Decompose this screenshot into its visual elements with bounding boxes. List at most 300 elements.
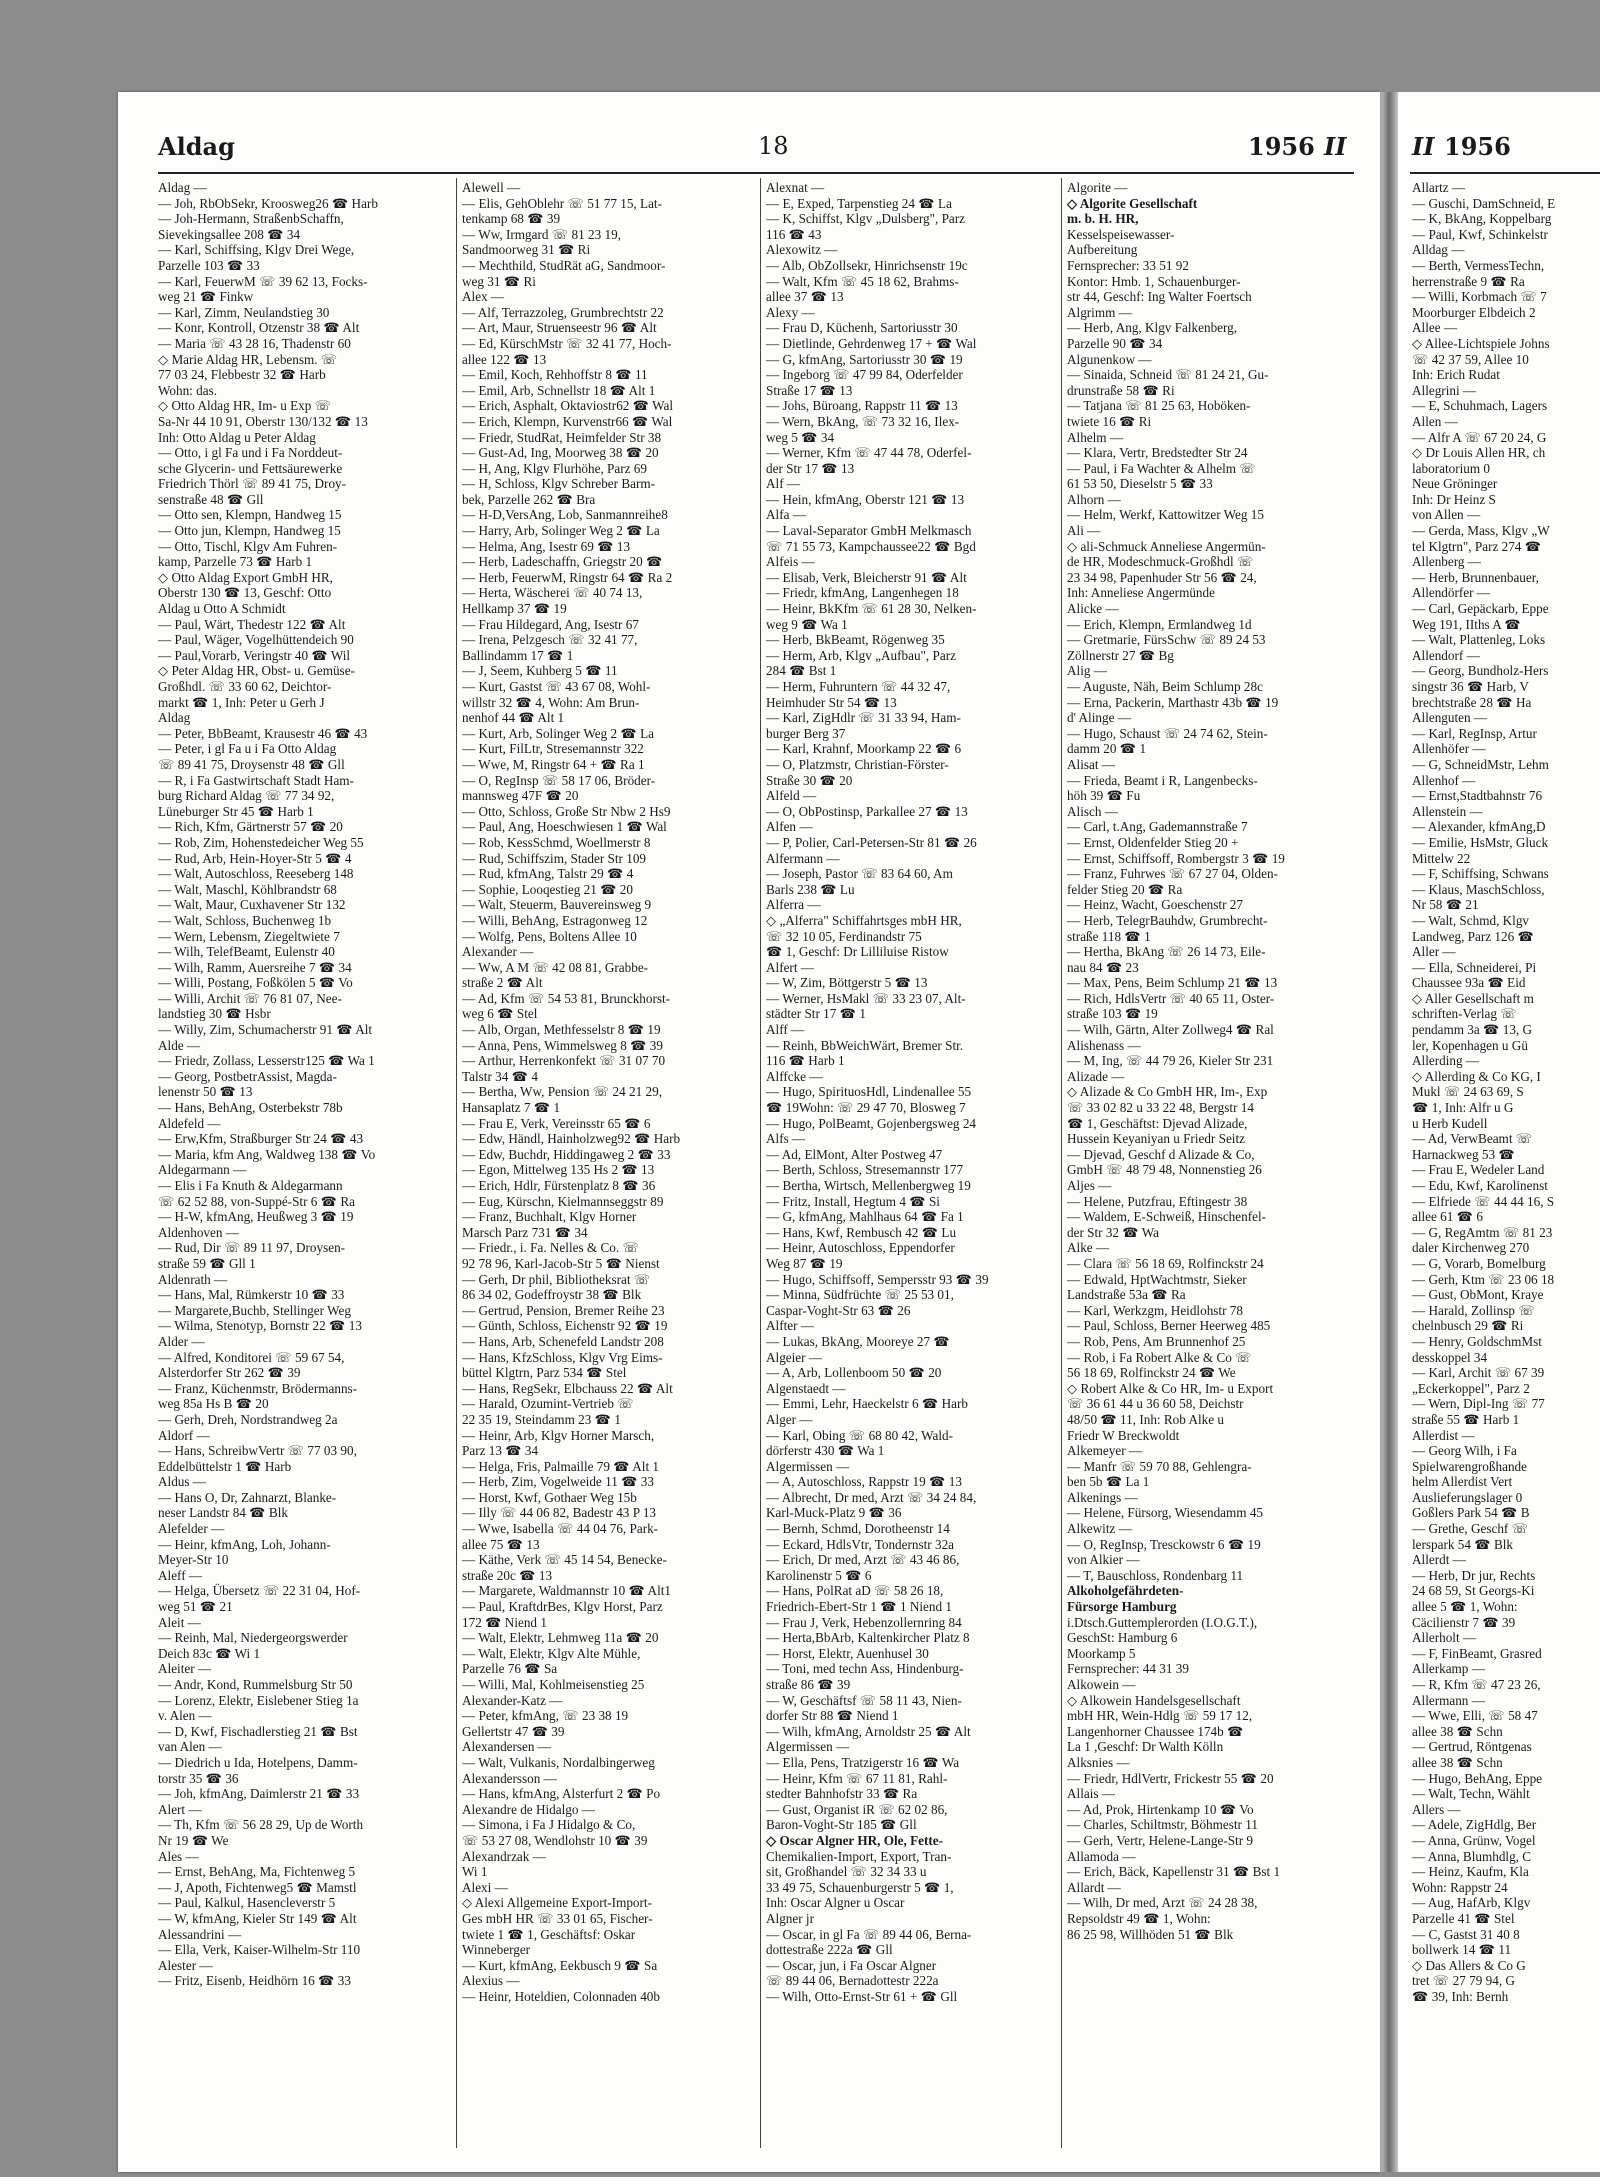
directory-entry-line: — Heinr, kfmAng, Loh, Johann- <box>158 1536 331 1552</box>
directory-entry-line: Allerdist — <box>1412 1427 1475 1443</box>
directory-entry-line: Allerdt — <box>1412 1552 1466 1568</box>
directory-column-4 <box>1067 180 1357 1942</box>
directory-entry-line: — Friedr, Zollass, Lesserstr125 ☎ Wa 1 <box>158 1053 375 1069</box>
directory-entry-line: — Emil, Koch, Rehhoffstr 8 ☎ 11 <box>462 367 648 383</box>
directory-entry-line: Fernsprecher: 44 31 39 <box>1067 1661 1189 1677</box>
directory-entry-line: Alfeis — <box>766 554 815 570</box>
directory-entry-line: Alldag — <box>1412 242 1465 258</box>
directory-entry-line: — Elis, GehOblehr ☏ 51 77 15, Lat- <box>462 195 662 211</box>
directory-entry-line: Aldus — <box>158 1474 206 1490</box>
directory-entry-line: lerspark 54 ☎ Blk <box>1412 1536 1514 1552</box>
directory-entry-line: Algenstaedt — <box>766 1380 846 1396</box>
directory-entry-line: — H, Ang, Klgv Flurhöhe, Parz 69 <box>462 460 647 476</box>
directory-entry-line: — H-D,VersAng, Lob, Sanmannreihe8 <box>462 507 668 523</box>
directory-entry-line: — Oscar, in gl Fa ☏ 89 44 06, Berna- <box>766 1926 972 1942</box>
directory-entry-line: — Herb, FeuerwM, Ringstr 64 ☎ Ra 2 <box>462 569 673 585</box>
directory-entry-line: Wohn: das. <box>158 382 218 398</box>
directory-entry-line: — Toni, med techn Ass, Hindenburg- <box>766 1661 964 1677</box>
directory-entry-line: Repsoldstr 49 ☎ 1, Wohn: <box>1067 1910 1211 1926</box>
directory-entry-line: Heimhuder Str 54 ☎ 13 <box>766 694 897 710</box>
directory-entry-line: Nr 58 ☎ 21 <box>1412 897 1479 913</box>
directory-entry-line: Parzelle 41 ☎ Stel <box>1412 1910 1515 1926</box>
directory-entry-line: — Ella, Verk, Kaiser-Wilhelm-Str 110 <box>158 1942 361 1958</box>
directory-entry-line: — Herb, Dr jur, Rechts <box>1412 1567 1536 1583</box>
directory-entry-line: Friedr W Breckwoldt <box>1067 1427 1180 1443</box>
directory-entry-line: — G, kfmAng, Mahlhaus 64 ☎ Fa 1 <box>766 1209 964 1225</box>
directory-entry-line: — Paul, Ang, Hoeschwiesen 1 ☎ Wal <box>462 819 667 835</box>
directory-entry-line: — G, RegAmtm ☏ 81 23 <box>1412 1224 1553 1240</box>
directory-entry-line: Ali — <box>1067 523 1101 539</box>
directory-entry-line: pendamm 3a ☎ 13, G <box>1412 1022 1533 1038</box>
directory-entry-line: — Frieda, Beamt i R, Langenbecks- <box>1067 772 1258 788</box>
directory-entry-line: Lüneburger Str 45 ☎ Harb 1 <box>158 803 314 819</box>
directory-entry-line: str 44, Geschf: Ing Walter Foertsch <box>1067 289 1252 305</box>
directory-entry-line: — Werner, Kfm ☏ 47 44 78, Oderfel- <box>766 445 972 461</box>
directory-entry-line: damm 20 ☎ 1 <box>1067 741 1147 757</box>
directory-entry-line: La 1 ,Geschf: Dr Walth Kölln <box>1067 1739 1224 1755</box>
directory-entry-line: Barls 238 ☎ Lu <box>766 881 855 897</box>
directory-entry-line: ☏ 89 44 06, Bernadottestr 222a <box>766 1973 939 1989</box>
directory-entry-line: — Th, Kfm ☏ 56 28 29, Up de Worth <box>158 1817 364 1833</box>
directory-entry-line: — Bertha, Ww, Pension ☏ 24 21 29, <box>462 1084 663 1100</box>
directory-entry-line: — Gust, ObMont, Kraye <box>1412 1287 1544 1303</box>
directory-entry-line: — D, Kwf, Fischadlerstieg 21 ☎ Bst <box>158 1723 358 1739</box>
directory-entry-line: bollwerk 14 ☎ 11 <box>1412 1942 1512 1958</box>
directory-entry-line: — Otto, Tischl, Klgv Am Fuhren- <box>158 538 338 554</box>
directory-entry-line: 23 34 98, Papenhuder Str 56 ☎ 24, <box>1067 569 1257 585</box>
directory-entry-line: Moorburger Elbdeich 2 <box>1412 304 1536 320</box>
directory-entry-line: — H, Schloss, Klgv Schreber Barm- <box>462 476 656 492</box>
directory-entry-line: 86 34 02, Godeffroystr 38 ☎ Blk <box>462 1287 642 1303</box>
directory-column-2 <box>462 180 755 2004</box>
directory-entry-line: Alke — <box>1067 1240 1110 1256</box>
directory-entry-line: Aleit — <box>158 1614 201 1630</box>
directory-entry-line: — Walt, Techn, Wählt <box>1412 1786 1530 1802</box>
directory-entry-line: — A, Arb, Lollenboom 50 ☎ 20 <box>766 1365 942 1381</box>
directory-entry-line: Allerholt — <box>1412 1630 1477 1646</box>
directory-entry-line: büttel Klgtrn, Parz 534 ☎ Stel <box>462 1365 627 1381</box>
directory-entry-line: Aldag — <box>158 180 207 195</box>
directory-entry-line: 116 ☎ Harb 1 <box>766 1053 845 1069</box>
directory-entry-line: singstr 36 ☎ Harb, V <box>1412 679 1529 694</box>
directory-entry-line: Aldorf — <box>158 1427 210 1443</box>
directory-entry-line: — M, Ing, ☏ 44 79 26, Kieler Str 231 <box>1067 1053 1274 1069</box>
directory-entry-line: — Walt, Schmd, Klgv <box>1412 912 1530 928</box>
directory-entry-line: Inh: Dr Heinz S <box>1412 491 1496 507</box>
directory-entry-line: — Friedr, StudRat, Heimfelder Str 38 <box>462 429 662 445</box>
directory-entry-line: — Frau E, Verk, Vereinsstr 65 ☎ 6 <box>462 1115 651 1131</box>
directory-entry-line: — Lorenz, Elektr, Eislebener Stieg 1a <box>158 1692 359 1708</box>
directory-entry-line: — J, Seem, Kuhberg 5 ☎ 11 <box>462 663 618 679</box>
directory-entry-line: — O, RegInsp, Tresckowstr 6 ☎ 19 <box>1067 1536 1261 1552</box>
directory-entry-line: — Herb, BkBeamt, Rögenweg 35 <box>766 632 945 648</box>
directory-entry-line: ☎ 1, Geschäftst: Djevad Alizade, <box>1067 1115 1248 1131</box>
directory-entry-line: Nr 19 ☎ We <box>158 1832 229 1848</box>
directory-entry-line: — Wilma, Stenotyp, Bornstr 22 ☎ 13 <box>158 1318 362 1334</box>
directory-entry-line: — Irena, Pelzgesch ☏ 32 41 77, <box>462 632 638 648</box>
directory-entry-line: ☏ 89 41 75, Droysenstr 48 ☎ Gll <box>158 756 345 772</box>
directory-entry-line: — Paul, Wäger, Vogelhüttendeich 90 <box>158 632 354 648</box>
directory-entry-line: ☏ 53 27 08, Wendlohstr 10 ☎ 39 <box>462 1832 648 1848</box>
directory-entry-line: — Ww, Irmgard ☏ 81 23 19, <box>462 226 621 242</box>
directory-entry-line: weg 51 ☎ 21 <box>158 1599 233 1615</box>
directory-page <box>118 92 1380 2172</box>
directory-entry-line: — Emilie, HsMstr, Gluck <box>1412 834 1549 850</box>
directory-entry-line: — Alfr A ☏ 67 20 24, G <box>1412 429 1547 445</box>
directory-entry-line: — Manfr ☏ 59 70 88, Gehlengra- <box>1067 1458 1252 1474</box>
directory-entry-line: — Edw, Buchdr, Hiddingaweg 2 ☎ 33 <box>462 1146 671 1162</box>
directory-entry-line: neser Landstr 84 ☎ Blk <box>158 1505 288 1521</box>
directory-entry-line: — Heinr, Hoteldien, Colonnaden 40b <box>462 1988 660 2004</box>
directory-entry-line: GmbH ☏ 48 79 48, Nonnenstieg 26 <box>1067 1162 1262 1178</box>
directory-entry-line: — Günth, Schloss, Eichenstr 92 ☎ 19 <box>462 1318 668 1334</box>
directory-entry-line: straße 103 ☎ 19 <box>1067 1006 1158 1022</box>
directory-entry-line: Aldefeld — <box>158 1115 221 1131</box>
directory-entry-line: Eddelbüttelstr 1 ☎ Harb <box>158 1458 292 1474</box>
directory-entry-line: Hansaplatz 7 ☎ 1 <box>462 1100 561 1116</box>
directory-entry-line: ☏ 42 37 59, Allee 10 <box>1412 351 1529 367</box>
directory-entry-line: Algunenkow — <box>1067 351 1152 367</box>
directory-entry-line: — Paul,Vorarb, Veringstr 40 ☎ Wil <box>158 647 351 663</box>
directory-entry-line: Alfen — <box>766 819 813 835</box>
directory-entry-line: — F, FinBeamt, Grasred <box>1412 1645 1542 1661</box>
directory-entry-line: — Rob, i Fa Robert Alke & Co ☏ <box>1067 1349 1252 1365</box>
directory-entry-line: willstr 32 ☎ 4, Wohn: Am Brun- <box>462 694 640 710</box>
directory-entry-line: — A, Autoschloss, Rappstr 19 ☎ 13 <box>766 1474 962 1490</box>
directory-entry-line: Hussein Keyaniyan u Friedr Seitz <box>1067 1131 1245 1147</box>
directory-entry-line: — Erich, Klempn, Kurvenstr66 ☎ Wal <box>462 413 673 429</box>
directory-entry-line: — Gerh, Ktm ☏ 23 06 18 <box>1412 1271 1555 1287</box>
directory-entry-line: — Karl, Archit ☏ 67 39 <box>1412 1365 1545 1381</box>
directory-entry-line: 77 03 24, Flebbestr 32 ☎ Harb <box>158 367 326 383</box>
directory-entry-line: — Walt, Kfm ☏ 45 18 62, Brahms- <box>766 273 959 289</box>
directory-entry-line: Großhdl. ☏ 33 60 62, Deichtor- <box>158 679 332 694</box>
directory-entry-line: — Wolfg, Pens, Boltens Allee 10 <box>462 928 637 944</box>
directory-entry-line: GeschSt: Hamburg 6 <box>1067 1630 1178 1646</box>
directory-entry-line: Aldegarmann — <box>158 1162 247 1178</box>
directory-entry-line: Aljes — <box>1067 1178 1112 1193</box>
directory-entry-line: — Wilh, TelefBeamt, Eulenstr 40 <box>158 944 335 960</box>
directory-entry-line: — Wilh, Ramm, Auersreihe 7 ☎ 34 <box>158 959 352 975</box>
directory-entry-line: Neue Gröninger <box>1412 476 1498 492</box>
directory-entry-line: — G, kfmAng, Sartoriusstr 30 ☎ 19 <box>766 351 963 367</box>
directory-entry-line: — Karl, Krahnf, Moorkamp 22 ☎ 6 <box>766 741 962 757</box>
directory-entry-line: Landstraße 53a ☎ Ra <box>1067 1287 1186 1303</box>
directory-entry-line: — Hans, KfzSchloss, Klgv Vrg Eims- <box>462 1349 663 1365</box>
directory-entry-line: — Paul, Schloss, Berner Heerweg 485 <box>1067 1318 1271 1334</box>
directory-entry-line: — Herb, Ang, Klgv Falkenberg, <box>1067 320 1238 336</box>
directory-entry-line: — Hans, Arb, Schenefeld Landstr 208 <box>462 1333 664 1349</box>
directory-entry-line: senstraße 48 ☎ Gll <box>158 491 264 507</box>
directory-entry-line: — Alf, Terrazzoleg, Grumbrechtstr 22 <box>462 304 664 320</box>
directory-entry-line: Harnackweg 53 ☎ <box>1412 1146 1515 1162</box>
directory-entry-line: Winneberger <box>462 1942 531 1958</box>
directory-entry-line: Alf — <box>766 476 801 492</box>
directory-entry-line: — Hans, kfmAng, Alsterfurt 2 ☎ Po <box>462 1786 661 1802</box>
directory-entry-line: Alexandrzak — <box>462 1848 546 1864</box>
directory-entry-line: allee 38 ☎ Schn <box>1412 1754 1503 1770</box>
directory-entry-line: — Helene, Fürsorg, Wiesendamm 45 <box>1067 1505 1264 1521</box>
directory-entry-line: — Erich, Klempn, Ermlandweg 1d <box>1067 616 1252 632</box>
directory-entry-line: Alewell — <box>462 180 521 195</box>
directory-entry-line: weg 85a Hs B ☎ 20 <box>158 1396 269 1412</box>
directory-entry-line: — Paul, i Fa Wachter & Alhelm ☏ <box>1067 460 1256 476</box>
directory-entry-line: — Walt, Elektr, Klgv Alte Mühle, <box>462 1645 641 1661</box>
directory-entry-line: weg 5 ☎ 34 <box>766 429 835 445</box>
directory-entry-line: 116 ☎ 43 <box>766 226 822 242</box>
directory-column-3 <box>766 180 1056 2004</box>
directory-entry-line: — Johs, Büroang, Rappstr 11 ☎ 13 <box>766 398 958 414</box>
directory-entry-line: — Margarete, Waldmannstr 10 ☎ Alt1 <box>462 1583 671 1599</box>
directory-entry-line: — Ad, ElMont, Alter Postweg 47 <box>766 1146 943 1162</box>
directory-entry-line: — Clara ☏ 56 18 69, Rolfinckstr 24 <box>1067 1255 1264 1271</box>
directory-entry-line: ◇ Allee-Lichtspiele Johns <box>1412 335 1550 351</box>
directory-entry-line: 56 18 69, Rolfinckstr 24 ☎ We <box>1067 1365 1236 1381</box>
directory-entry-line: Allamoda — <box>1067 1848 1136 1864</box>
directory-entry-line: Aldag u Otto A Schmidt <box>158 601 286 617</box>
directory-entry-line: — Sinaida, Schneid ☏ 81 24 21, Gu- <box>1067 367 1269 383</box>
directory-entry-line: — Willy, Zim, Schumacherstr 91 ☎ Alt <box>158 1022 373 1038</box>
directory-entry-line: — E, Schuhmach, Lagers <box>1412 398 1548 414</box>
directory-entry-line: Allerkamp — <box>1412 1661 1485 1677</box>
directory-entry-line: ◇ Das Allers & Co G <box>1412 1957 1526 1973</box>
directory-entry-line: — Kurt, Gastst ☏ 43 67 08, Wohl- <box>462 679 651 694</box>
directory-entry-line: Alffcke — <box>766 1068 823 1084</box>
directory-entry-line: Alexander — <box>462 944 534 960</box>
directory-entry-line: Alhorn — <box>1067 491 1121 507</box>
directory-entry-line: m. b. H. HR, <box>1067 211 1139 227</box>
directory-entry-line: — Heinz, Wacht, Goeschenstr 27 <box>1067 897 1243 913</box>
directory-entry-line: Alfter — <box>766 1318 814 1334</box>
directory-entry-line: Straße 30 ☎ 20 <box>766 772 853 788</box>
directory-entry-line: Parzelle 103 ☎ 33 <box>158 257 260 273</box>
directory-entry-line: Allermann — <box>1412 1692 1485 1708</box>
directory-entry-line: — Peter, kfmAng, ☏ 23 38 19 <box>462 1708 629 1724</box>
directory-entry-line: — Sophie, Looqestieg 21 ☎ 20 <box>462 881 633 897</box>
directory-entry-line: — Eug, Kürschn, Kielmannseggstr 89 <box>462 1193 664 1209</box>
directory-entry-line: Algeier — <box>766 1349 823 1365</box>
column-divider <box>1061 178 1062 2148</box>
directory-entry-line: Allenberg — <box>1412 554 1481 570</box>
directory-entry-line: Sandmoorweg 31 ☎ Ri <box>462 242 591 258</box>
directory-entry-line: — Edwald, HptWachtmstr, Sieker <box>1067 1271 1247 1287</box>
directory-entry-line: twiete 1 ☎ 1, Geschäftsf: Oskar <box>462 1926 636 1942</box>
directory-entry-line: felder Stieg 20 ☎ Ra <box>1067 881 1183 897</box>
directory-entry-line: — Horst, Elektr, Auenhusel 30 <box>766 1645 929 1661</box>
directory-entry-line: — Ad, Kfm ☏ 54 53 81, Brunckhorst- <box>462 990 671 1006</box>
directory-entry-line: — Elfriede ☏ 44 44 16, S <box>1412 1193 1555 1209</box>
directory-entry-line: — Heinz, Kaufm, Kla <box>1412 1864 1529 1880</box>
directory-entry-line: — Käthe, Verk ☏ 45 14 54, Benecke- <box>462 1552 667 1568</box>
directory-entry-line: Alex — <box>462 289 505 305</box>
directory-entry-line: — Hugo, SpirituosHdl, Lindenallee 55 <box>766 1084 972 1100</box>
directory-entry-line: stedter Bahnhofstr 33 ☎ Ra <box>766 1786 918 1802</box>
directory-entry-line: — Joseph, Pastor ☏ 83 64 60, Am <box>766 866 953 882</box>
directory-entry-line: — Henry, GoldschmMst <box>1412 1333 1542 1349</box>
directory-entry-line: ◇ Marie Aldag HR, Lebensm. ☏ <box>158 351 338 367</box>
directory-entry-line: weg 6 ☎ Stel <box>462 1006 538 1022</box>
directory-entry-line: 22 35 19, Steindamm 23 ☎ 1 <box>462 1411 621 1427</box>
directory-entry-line: — Paul, Kwf, Schinkelstr <box>1412 226 1548 242</box>
directory-entry-line: 61 53 50, Dieselstr 5 ☎ 33 <box>1067 476 1213 492</box>
directory-entry-line: — Ella, Schneiderei, Pi <box>1412 959 1537 975</box>
directory-entry-line: drunstraße 58 ☎ Ri <box>1067 382 1175 398</box>
directory-entry-line: — Wilh, Dr med, Arzt ☏ 24 28 38, <box>1067 1895 1258 1911</box>
directory-entry-line: — Paul, Wärt, Thedestr 122 ☎ Alt <box>158 616 346 632</box>
directory-entry-line: — Hugo, PolBeamt, Gojenbergsweg 24 <box>766 1115 977 1131</box>
directory-entry-line: Alexi — <box>462 1879 508 1895</box>
directory-entry-line: — Werner, HsMakl ☏ 33 23 07, Alt- <box>766 990 966 1006</box>
directory-entry-line: tel Klgtrn", Parz 274 ☎ <box>1412 538 1542 554</box>
directory-entry-line: — Gust, Organist iR ☏ 62 02 86, <box>766 1801 948 1817</box>
directory-entry-line: — Willi, BehAng, Estragonweg 12 <box>462 912 648 928</box>
directory-entry-line: — Herb, Brunnenbauer, <box>1412 569 1539 585</box>
directory-entry-line: Parz 13 ☎ 34 <box>462 1443 539 1459</box>
directory-entry-line: Alefelder — <box>158 1521 225 1537</box>
directory-entry-line: städter Str 17 ☎ 1 <box>766 1006 866 1022</box>
directory-entry-line: — Frau J, Verk, Hebenzollernring 84 <box>766 1614 962 1630</box>
directory-entry-line: Algrimm — <box>1067 304 1132 320</box>
directory-entry-line: — P, Polier, Carl-Petersen-Str 81 ☎ 26 <box>766 834 977 850</box>
directory-entry-line: Inh: Anneliese Angermünde <box>1067 585 1215 601</box>
directory-entry-line: landstieg 30 ☎ Hsbr <box>158 1006 271 1022</box>
directory-entry-line: — Hugo, Schaust ☏ 24 74 62, Stein- <box>1067 725 1268 741</box>
directory-entry-line: Sa-Nr 44 10 91, Oberstr 130/132 ☎ 13 <box>158 413 368 429</box>
directory-entry-line: — Diedrich u Ida, Hotelpens, Damm- <box>158 1754 358 1770</box>
directory-entry-line: — Helga, Übersetz ☏ 22 31 04, Hof- <box>158 1583 361 1599</box>
directory-entry-line: Mukl ☏ 24 63 69, S <box>1412 1084 1524 1100</box>
directory-entry-line: 172 ☎ Niend 1 <box>462 1614 547 1630</box>
directory-entry-line: Oberstr 130 ☎ 13, Geschf: Otto <box>158 585 332 601</box>
directory-entry-line: — Carl, Gepäckarb, Eppe <box>1412 601 1549 617</box>
directory-entry-line: Allardt — <box>1067 1879 1121 1895</box>
directory-entry-line: Alexnat — <box>766 180 825 195</box>
facing-header-rule <box>1410 172 1600 174</box>
directory-entry-line: — Gerh, Vertr, Helene-Lange-Str 9 <box>1067 1832 1253 1848</box>
directory-entry-line: — W, Geschäftsf ☏ 58 11 43, Nien- <box>766 1692 962 1708</box>
directory-entry-line: — Frau D, Küchenh, Sartoriusstr 30 <box>766 320 958 336</box>
directory-entry-line: — Erna, Packerin, Marthastr 43b ☎ 19 <box>1067 694 1279 710</box>
directory-entry-line: straße 118 ☎ 1 <box>1067 928 1151 944</box>
directory-entry-line: — Hugo, BehAng, Eppe <box>1412 1770 1543 1786</box>
directory-entry-line: — Wern, Lebensm, Ziegeltwiete 7 <box>158 928 340 944</box>
directory-entry-line: — Maria, kfm Ang, Waldweg 138 ☎ Vo <box>158 1146 376 1162</box>
directory-entry-line: tenkamp 68 ☎ 39 <box>462 211 561 227</box>
directory-entry-line: — Frau E, Wedeler Land <box>1412 1162 1545 1178</box>
directory-entry-line: — Ingeborg ☏ 47 99 84, Oderfelder <box>766 367 963 383</box>
directory-entry-line: straße 55 ☎ Harb 1 <box>1412 1411 1520 1427</box>
directory-entry-line: — Anna, Blumhdlg, C <box>1412 1848 1532 1864</box>
directory-entry-line: — Illy ☏ 44 06 82, Badestr 43 P 13 <box>462 1505 657 1521</box>
directory-entry-line: — O, Platzmstr, Christian-Förster- <box>766 756 949 772</box>
directory-entry-line: Allais — <box>1067 1786 1115 1802</box>
directory-entry-line: nau 84 ☎ 23 <box>1067 959 1139 975</box>
directory-entry-line: — Albrecht, Dr med, Arzt ☏ 34 24 84, <box>766 1489 977 1505</box>
directory-entry-line: bek, Parzelle 262 ☎ Bra <box>462 491 596 507</box>
directory-entry-line: Straße 17 ☎ 13 <box>766 382 853 398</box>
directory-entry-line: — Herta,BbArb, Kaltenkircher Platz 8 <box>766 1630 970 1646</box>
column-divider <box>456 178 457 2148</box>
directory-entry-line: — Djevad, Geschf d Alizade & Co, <box>1067 1146 1255 1162</box>
directory-entry-line: — Charles, Schiltmstr, Böhmestr 11 <box>1067 1817 1258 1833</box>
directory-entry-line: — Walt, Steuerm, Bauvereinsweg 9 <box>462 897 652 913</box>
directory-entry-line: Moorkamp 5 <box>1067 1645 1136 1661</box>
directory-entry-line: Hellkamp 37 ☎ 19 <box>462 601 567 617</box>
directory-entry-line: Alester — <box>158 1957 213 1973</box>
directory-entry-line: — Wern, BkAng, ☏ 73 32 16, Ilex- <box>766 413 960 429</box>
directory-entry-line: — Reinh, BbWeichWärt, Bremer Str. <box>766 1037 964 1053</box>
directory-entry-line: — Laval-Separator GmbH Melkmasch <box>766 523 972 539</box>
directory-entry-line: — Horst, Kwf, Gothaer Weg 15b <box>462 1489 637 1505</box>
directory-entry-line: Wohn: Rappstr 24 <box>1412 1879 1508 1895</box>
directory-entry-line: Aldenrath — <box>158 1271 228 1287</box>
directory-entry-line: Gellertstr 47 ☎ 39 <box>462 1723 565 1739</box>
directory-entry-line: — Walt, Schloss, Buchenweg 1b <box>158 912 332 928</box>
directory-entry-line: — Hans, Kwf, Rembusch 42 ☎ Lu <box>766 1224 957 1240</box>
directory-entry-line: Kontor: Hmb. 1, Schauenburger- <box>1067 273 1241 289</box>
directory-entry-line: — Wilh, Gärtn, Alter Zollweg4 ☎ Ral <box>1067 1022 1274 1038</box>
directory-entry-line: Alexowitz — <box>766 242 838 258</box>
directory-entry-line: — Joh, RbObSekr, Kroosweg26 ☎ Harb <box>158 195 378 211</box>
directory-entry-line: — Carl, t.Ang, Gademannstraße 7 <box>1067 819 1248 835</box>
directory-entry-line: von Alkier — <box>1067 1552 1140 1568</box>
directory-entry-line: Alfs — <box>766 1131 806 1147</box>
directory-entry-line: 86 25 98, Willhöden 51 ☎ Blk <box>1067 1926 1234 1942</box>
directory-entry-line: Alexandersen — <box>462 1739 551 1755</box>
directory-entry-line: tret ☏ 27 79 94, G <box>1412 1973 1515 1989</box>
directory-entry-line: Chemikalien-Import, Export, Tran- <box>766 1848 952 1864</box>
directory-entry-line: Aufbereitung <box>1067 242 1138 258</box>
directory-entry-line: Aleiter — <box>158 1661 212 1677</box>
page-number: 18 <box>758 132 789 160</box>
directory-entry-line: — Hans, BehAng, Osterbekstr 78b <box>158 1100 343 1116</box>
directory-entry-line: — Margarete,Buchb, Stellinger Weg <box>158 1302 351 1318</box>
directory-entry-line: — Erich, Dr med, Arzt ☏ 43 46 86, <box>766 1552 960 1568</box>
directory-entry-line: allee 61 ☎ 6 <box>1412 1209 1483 1225</box>
directory-entry-line: — Willi, Archit ☏ 76 81 07, Nee- <box>158 990 342 1006</box>
directory-entry-line: — Elisab, Verk, Bleicherstr 91 ☎ Alt <box>766 569 967 585</box>
directory-entry-line: — Arthur, Herrenkonfekt ☏ 31 07 70 <box>462 1053 666 1069</box>
directory-entry-line: Alfeld — <box>766 788 817 804</box>
directory-entry-line: — Rud, kfmAng, Talstr 29 ☎ 4 <box>462 866 634 882</box>
directory-entry-line: kamp, Parzelle 73 ☎ Harb 1 <box>158 554 313 570</box>
directory-entry-line: Allenhof — <box>1412 772 1476 788</box>
directory-entry-line: — Lukas, BkAng, Mooreye 27 ☎ <box>766 1333 950 1349</box>
directory-entry-line: — Friedr, kfmAng, Langenhegen 18 <box>766 585 959 601</box>
directory-entry-line: — Otto jun, Klempn, Handweg 15 <box>158 523 341 539</box>
directory-entry-line: van Alen — <box>158 1739 222 1755</box>
directory-entry-line: ◇ Allerding & Co KG, I <box>1412 1068 1541 1084</box>
directory-entry-line: — Ad, VerwBeamt ☏ <box>1412 1131 1533 1147</box>
directory-entry-line: — Harald, Ozumint-Vertrieb ☏ <box>462 1396 634 1412</box>
directory-entry-line: Alger — <box>766 1411 813 1427</box>
directory-entry-line: straße 20c ☎ 13 <box>462 1567 553 1583</box>
directory-entry-line: — Helga, Fris, Palmaille 79 ☎ Alt 1 <box>462 1458 660 1474</box>
directory-entry-line: — Kurt, FilLtr, Stresemannstr 322 <box>462 741 644 757</box>
directory-entry-line: — C, Gastst 31 40 8 <box>1412 1926 1520 1942</box>
directory-entry-line: ☎ 19Wohn: ☏ 29 47 70, Blosweg 7 <box>766 1100 966 1116</box>
directory-entry-line: Alsterdorfer Str 262 ☎ 39 <box>158 1365 301 1381</box>
directory-entry-line: Alkemeyer — <box>1067 1443 1143 1459</box>
directory-entry-line: — Ed, KürschMstr ☏ 32 41 77, Hoch- <box>462 335 672 351</box>
directory-entry-line: Algermissen — <box>766 1739 850 1755</box>
directory-entry-line: — Helm, Werkf, Kattowitzer Weg 15 <box>1067 507 1264 523</box>
directory-entry-line: — Heinr, Kfm ☏ 67 11 81, Rahl- <box>766 1770 948 1786</box>
directory-entry-line: Fernsprecher: 33 51 92 <box>1067 257 1189 273</box>
directory-entry-line: — Klara, Vertr, Bredstedter Str 24 <box>1067 445 1248 461</box>
directory-entry-line: — Helma, Ang, Isestr 69 ☎ 13 <box>462 538 631 554</box>
directory-entry-line: brechtstraße 28 ☎ Ha <box>1412 694 1532 710</box>
